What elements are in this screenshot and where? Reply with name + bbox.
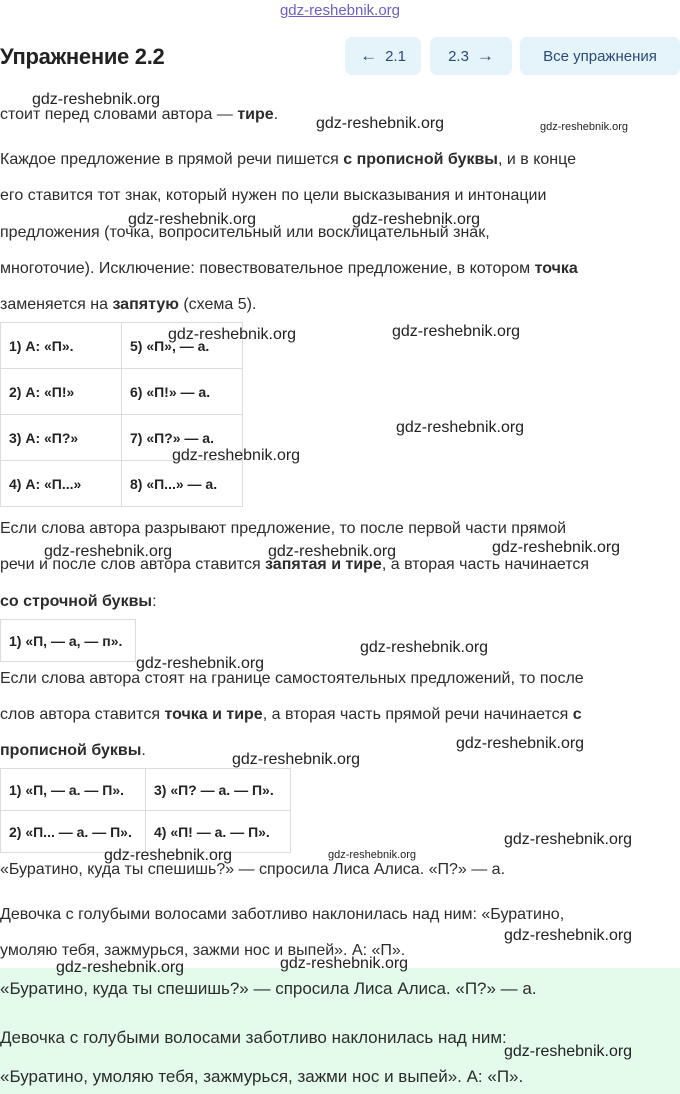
table-cell: 4) «П! — а. — П». xyxy=(146,811,291,853)
table-cell: 1) «П, — а. — П». xyxy=(1,769,146,811)
watermark-text: gdz-reshebnik.org xyxy=(504,927,633,944)
page-title: Упражнение 2.2 xyxy=(0,44,165,69)
text-span: речи и после слов автора ставится xyxy=(0,556,266,573)
text-span: стоит перед словами автора — xyxy=(0,106,238,123)
paragraph-line xyxy=(0,593,157,611)
arrow-right-icon: → xyxy=(476,46,494,65)
paragraph-line xyxy=(0,296,256,314)
watermark-text: gdz-reshebnik.org xyxy=(456,735,585,752)
watermark-text: gdz-reshebnik.org xyxy=(168,326,297,343)
table-cell: 7) «П?» — а. xyxy=(122,415,243,461)
bold-term: точка и тире xyxy=(164,706,263,723)
text-span: , и в конце xyxy=(497,151,576,168)
paragraph-line xyxy=(0,151,576,169)
scheme-table-interrupted xyxy=(0,619,136,662)
watermark-text: gdz-reshebnik.org xyxy=(392,323,521,340)
bold-term: точка xyxy=(534,260,578,277)
table-row xyxy=(1,461,243,507)
answer-line: «Буратино, умоляю тебя, зажмурься, зажми нос и выпей». А: «П». xyxy=(0,1067,524,1086)
table-cell: 5) «П», — а. xyxy=(122,323,243,369)
text-span: слов автора ставится xyxy=(0,706,165,723)
watermark-text: gdz-reshebnik.org xyxy=(492,539,621,556)
watermark-text: gdz-reshebnik.org xyxy=(32,91,161,108)
answer-block xyxy=(0,968,680,1094)
all-exercises-label: Все упражнения xyxy=(543,47,657,65)
example-line: умоляю тебя, зажмурься, зажми нос и выпей». А: «П». xyxy=(0,942,406,959)
table-row xyxy=(1,369,243,415)
text-span: , а вторая часть начинается xyxy=(381,556,590,573)
bold-term: запятую xyxy=(112,296,179,313)
watermark-text: gdz-reshebnik.org xyxy=(396,419,525,436)
watermark-text: gdz-reshebnik.org xyxy=(316,115,445,132)
bold-term: с прописной буквы xyxy=(343,151,498,168)
site-watermark-link[interactable]: gdz-reshebnik.org xyxy=(279,2,401,19)
text-span: заменяется на xyxy=(0,296,113,313)
watermark-text: gdz-reshebnik.org xyxy=(44,543,173,560)
bold-term: запятая и тире xyxy=(265,556,382,573)
bold-term: тире xyxy=(237,106,274,123)
table-cell: 1) «П, — а, — п». xyxy=(1,620,136,662)
bold-term: с xyxy=(572,706,582,723)
table-cell: 3) А: «П?» xyxy=(1,415,122,461)
watermark-text: gdz-reshebnik.org xyxy=(104,847,233,864)
table-cell: 4) А: «П...» xyxy=(1,461,122,507)
paragraph-line xyxy=(0,742,146,760)
table-cell: 2) «П... — а. — П». xyxy=(1,811,146,853)
text-span: , а вторая часть прямой речи начинается xyxy=(262,706,573,723)
watermark-text: gdz-reshebnik.org xyxy=(504,1043,633,1060)
text-span: . xyxy=(141,742,146,759)
answer-line: «Буратино, куда ты спешишь?» — спросила Лиса Алиса. «П?» — а. xyxy=(0,979,537,998)
next-exercise-label: 2.3 xyxy=(448,47,469,65)
watermark-text: gdz-reshebnik.org xyxy=(172,447,301,464)
paragraph-line: предложения (точка, вопросительный или восклицательный знак, xyxy=(0,224,490,241)
watermark-text: gdz-reshebnik.org xyxy=(504,831,633,848)
all-exercises-button[interactable] xyxy=(520,37,680,75)
table-row xyxy=(1,620,136,662)
watermark-text: gdz-reshebnik.org xyxy=(128,211,257,228)
example-line: «Буратино, куда ты спешишь?» — спросила Лиса Алиса. «П?» — а. xyxy=(0,861,506,878)
table-cell: 1) А: «П». xyxy=(1,323,122,369)
watermark-text: gdz-reshebnik.org xyxy=(328,849,417,861)
paragraph-line: его ставится тот знак, который нужен по цели высказывания и интонации xyxy=(0,187,547,204)
paragraph-line: Если слова автора стоят на границе самостоятельных предложений, то после xyxy=(0,670,584,687)
watermark-text: gdz-reshebnik.org xyxy=(352,211,481,228)
example-line: Девочка с голубыми волосами заботливо наклонилась над ним: «Буратино, xyxy=(0,906,565,923)
watermark-text: gdz-reshebnik.org xyxy=(232,751,361,768)
arrow-left-icon: ← xyxy=(360,46,378,65)
paragraph-line: Если слова автора разрывают предложение, то после первой части прямой xyxy=(0,520,567,537)
watermark-text: gdz-reshebnik.org xyxy=(360,639,489,656)
watermark-text: gdz-reshebnik.org xyxy=(56,959,185,976)
watermark-text: gdz-reshebnik.org xyxy=(280,955,409,972)
scheme-table-direct-speech xyxy=(0,322,243,507)
watermark-text: gdz-reshebnik.org xyxy=(136,655,265,672)
next-exercise-button[interactable] xyxy=(430,37,512,75)
table-cell: 3) «П? — а. — П». xyxy=(146,769,291,811)
table-cell: 2) А: «П!» xyxy=(1,369,122,415)
answer-line: Девочка с голубыми волосами заботливо наклонилась над ним: xyxy=(0,1028,507,1047)
table-cell: 8) «П...» — а. xyxy=(122,461,243,507)
text-span: Каждое предложение в прямой речи пишется xyxy=(0,151,344,168)
paragraph-line xyxy=(0,706,582,724)
text-span: (схема 5). xyxy=(178,296,257,313)
table-row xyxy=(1,769,291,811)
scheme-table-boundary xyxy=(0,768,291,853)
watermark-text: gdz-reshebnik.org xyxy=(268,543,397,560)
text-span: . xyxy=(273,106,279,123)
exercise-header xyxy=(0,36,680,78)
bold-term: прописной буквы xyxy=(0,742,142,759)
text-span: многоточие). Исключение: повествовательное предложение, в котором xyxy=(0,260,535,277)
prev-exercise-button[interactable] xyxy=(345,37,421,75)
table-cell: 6) «П!» — а. xyxy=(122,369,243,415)
prev-exercise-label: 2.1 xyxy=(385,47,406,65)
text-span: : xyxy=(152,593,157,610)
bold-term: со строчной буквы xyxy=(0,593,153,610)
watermark-text: gdz-reshebnik.org xyxy=(540,121,629,133)
paragraph-line xyxy=(0,260,578,278)
